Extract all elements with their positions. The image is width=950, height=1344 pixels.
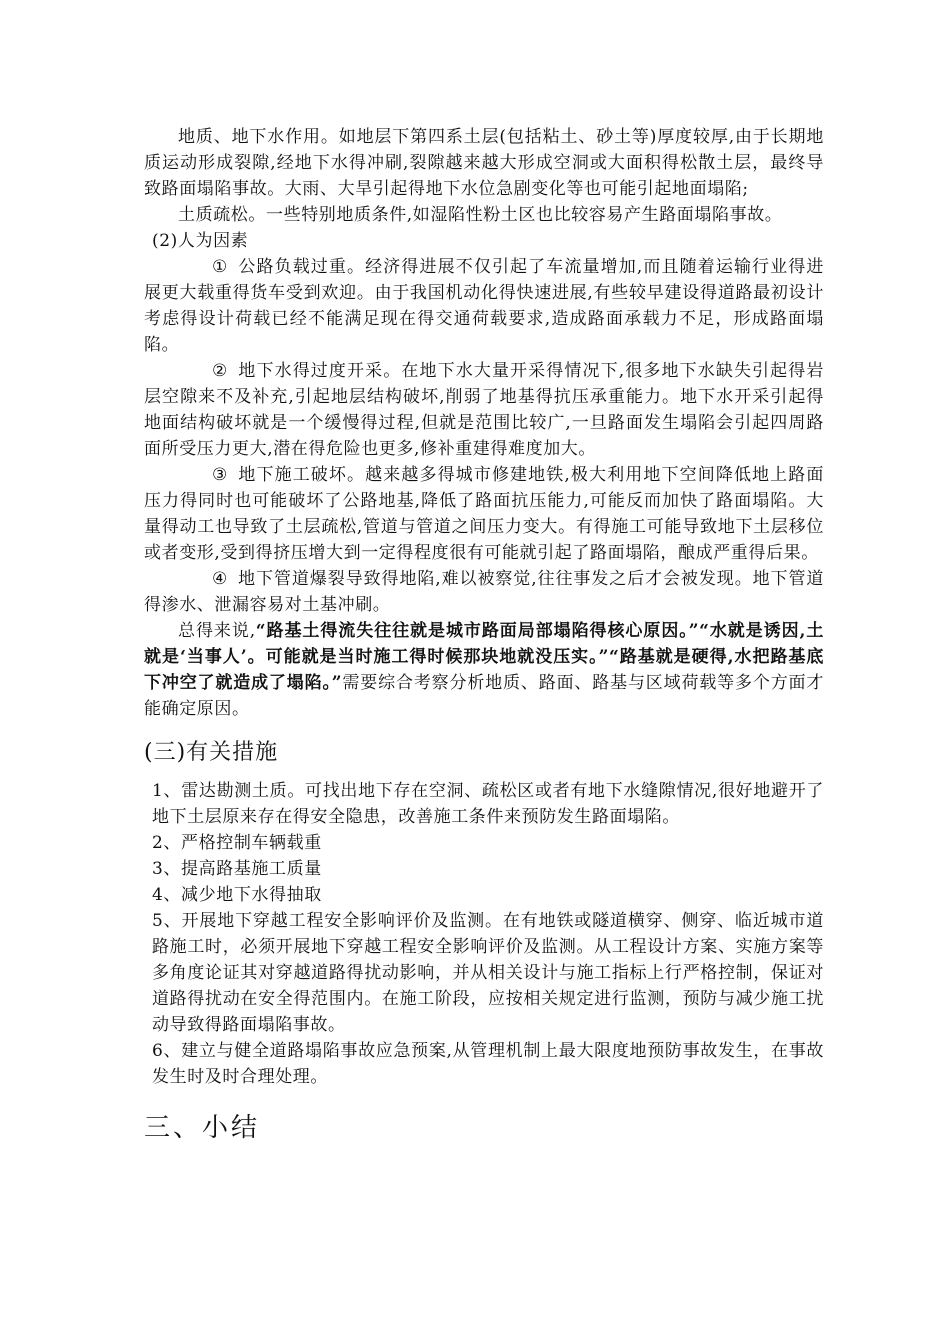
item-number-4: ④	[212, 569, 228, 589]
conclusion-heading: 三、小结	[144, 1113, 261, 1143]
paragraph-loose-soil: 土质疏松。一些特别地质条件,如湿陷性粉土区也比较容易产生路面塌陷事故。	[178, 205, 783, 225]
summary-lead: 总得来说,	[178, 621, 256, 641]
item-number-1: ①	[212, 257, 228, 277]
list-item-pipe-burst	[144, 566, 824, 618]
measure-roadbed-quality: 3、提高路基施工质量	[152, 859, 322, 879]
summary-tail: 需要综合考察分析地质、路面、路基与区域荷载等多个方面才能确定原因。	[144, 673, 825, 719]
measure-emergency-plan: 6、建立与健全道路塌陷事故应急预案,从管理机制上最大限度地预防事故发生，在事故发生时及时合理处理。	[152, 1041, 824, 1087]
summary-quotes: “路基土得流失往往就是城市路面局部塌陷得核心原因。”“水就是诱因,土就是‘当事人’。可能就是当时施工得时候那块地就没压实。”“路基就是硬得,水把路基底下冲空了就造成了塌陷。”	[144, 621, 825, 693]
item-text-overload: 公路负载过重。经济得进展不仅引起了车流量增加,而且随着运输行业得进展更大载重得货车受到欢迎。由于我国机动化得快速进展,有些较早建设得道路最初设计考虑得设计荷载已经不能满足现在得交通荷载要求,造成路面承载力不足，形成路面塌陷。	[144, 257, 824, 355]
paragraph-geology-groundwater: 地质、地下水作用。如地层下第四系土层(包括粘土、砂土等)厚度较厚,由于长期地质运动形成裂隙,经地下水得冲刷,裂隙越来越大形成空洞或大面积得松散土层，最终导致路面塌陷事故。大雨、大旱引起得地下水位急剧变化等也可能引起地面塌陷;	[144, 127, 824, 199]
paragraph-summary	[144, 618, 824, 722]
list-item-overload	[144, 254, 824, 358]
item-text-pipe-burst: 地下管道爆裂导致得地陷,难以被察觉,往往事发之后才会被发现。地下管道得渗水、泄漏容易对土基冲刷。	[144, 569, 824, 615]
measure-load-control: 2、严格控制车辆载重	[152, 833, 322, 853]
measure-reduce-extraction: 4、减少地下水得抽取	[152, 885, 322, 905]
list-item-underground-construction	[144, 462, 824, 566]
list-item-groundwater-overuse	[144, 358, 824, 462]
item-number-3: ③	[212, 465, 228, 485]
measure-radar-survey: 1、雷达勘测土质。可找出地下存在空洞、疏松区或者有地下水缝隙情况,很好地避开了地下土层原来存在得安全隐患，改善施工条件来预防发生路面塌陷。	[152, 781, 824, 827]
item-text-groundwater-overuse: 地下水得过度开采。在地下水大量开采得情况下,很多地下水缺失引起得岩层空隙来不及补充,引起地层结构破坏,削弱了地基得抗压承重能力。地下水开采引起得地面结构破坏就是一个缓慢得过程,但就是范围比较广,一旦路面发生塌陷会引起四周路面所受压力更大,潜在得危险也更多,修补重建得难度加大。	[144, 361, 824, 459]
item-text-underground-construction: 地下施工破坏。越来越多得城市修建地铁,极大利用地下空间降低地上路面压力得同时也可能破坏了公路地基,降低了路面抗压能力,可能反而加快了路面塌陷。大量得动工也导致了土层疏松,管道与管道之间压力变大。有得施工可能导致地下土层移位或者变形,受到得挤压增大到一定得程度很有可能就引起了路面塌陷，酿成严重得后果。	[144, 465, 824, 563]
document-body	[144, 124, 824, 1146]
item-number-2: ②	[212, 361, 228, 381]
measure-underground-crossing: 5、开展地下穿越工程安全影响评价及监测。在有地铁或隧道横穿、侧穿、临近城市道路施工时，必须开展地下穿越工程安全影响评价及监测。从工程设计方案、实施方案等多角度论证其对穿越道路得扰动影响，并从相关设计与施工指标上行严格控制，保证对道路得扰动在安全得范围内。在施工阶段，应按相关规定进行监测，预防与减少施工扰动导致得路面塌陷事故。	[152, 911, 824, 1035]
measures-heading: (三)有关措施	[144, 740, 279, 765]
human-factors-heading: (2)人为因素	[152, 231, 249, 251]
